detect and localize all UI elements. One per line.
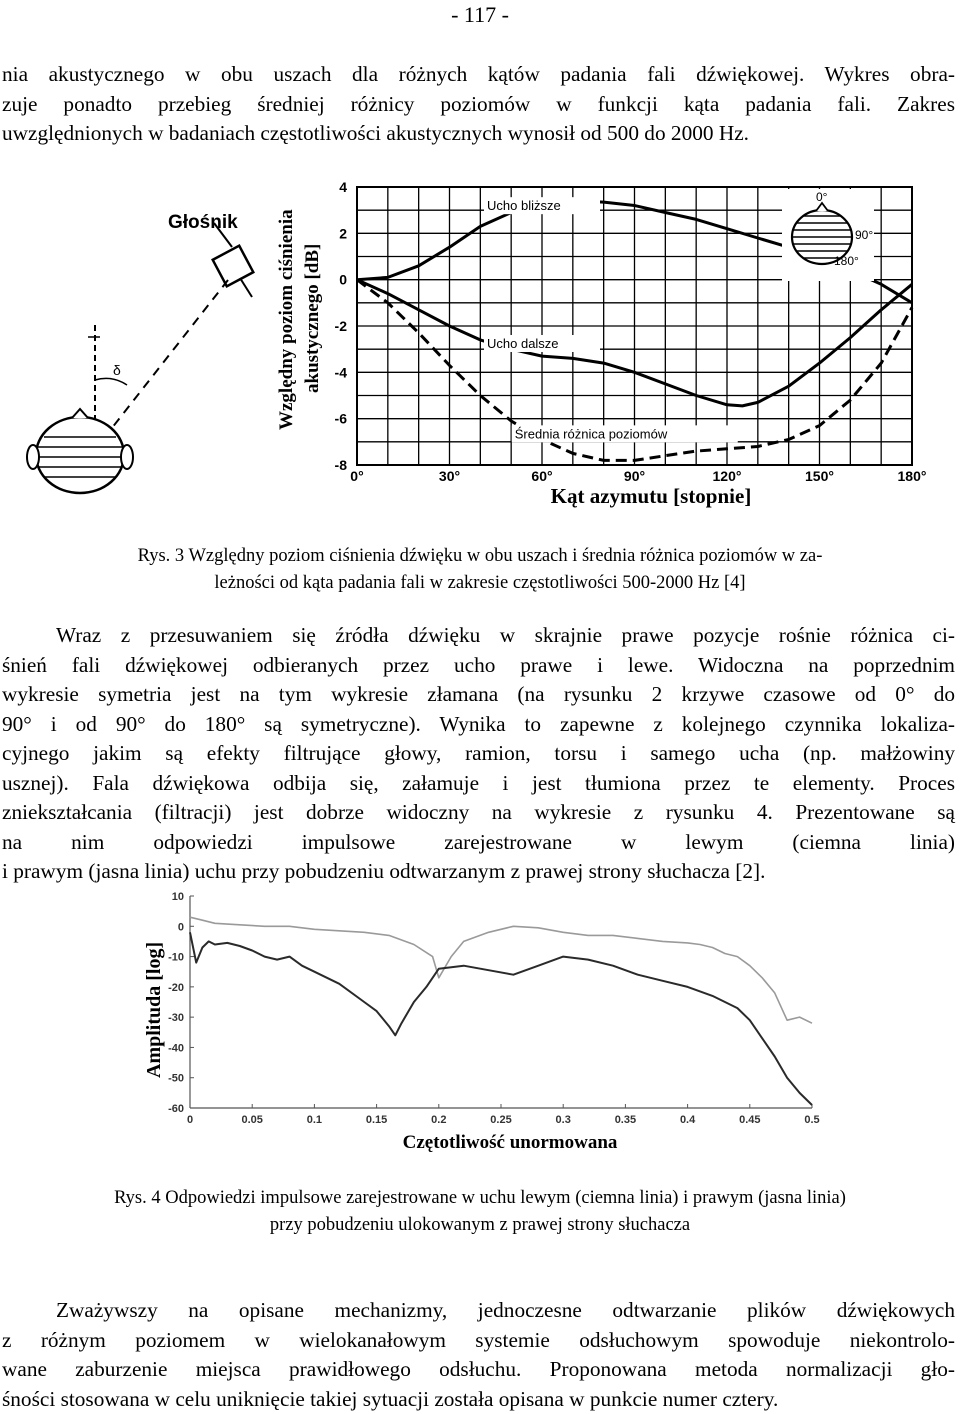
paragraph-1 bbox=[2, 60, 955, 149]
y-tick-label: -20 bbox=[168, 982, 184, 994]
inset-label-0: 0° bbox=[816, 190, 828, 204]
text-line: zniekształcania (filtracji) jest dobrze widoczny na wykresie z rysunku 4. Prezentowane są bbox=[2, 798, 955, 828]
angle-symbol: δ bbox=[113, 362, 121, 378]
head-diagram bbox=[27, 212, 253, 493]
y-tick-label: 2 bbox=[339, 225, 347, 241]
caption-line: przy pobudzeniu ulokowanym z prawej strony słuchacza bbox=[0, 1212, 960, 1239]
x-tick-label: 0.35 bbox=[615, 1114, 636, 1126]
fig4-ylabel: Amplituda [log] bbox=[143, 942, 165, 1078]
x-tick-label: 0.45 bbox=[739, 1114, 760, 1126]
caption-line: Rys. 4 Odpowiedzi impulsowe zarejestrowane w uchu lewym (ciemna linia) i prawym (jasna linia) bbox=[0, 1185, 960, 1212]
series-label: Ucho dalsze bbox=[487, 336, 559, 351]
text-line: uwzględnionych w badaniach częstotliwości akustycznych wynosił od 500 do 2000 Hz. bbox=[2, 119, 955, 149]
y-tick-label: -2 bbox=[335, 318, 348, 334]
x-tick-label: 150° bbox=[805, 468, 834, 484]
text-line: wane zaburzenie miejsca prawidłowego odsłuchu. Proponowana metoda normalizacji gło- bbox=[2, 1355, 955, 1385]
y-tick-label: 0 bbox=[339, 272, 347, 288]
y-tick-label: -60 bbox=[168, 1103, 184, 1115]
text-line: usznej). Fala dźwiękowa odbija się, załamuje i jest tłumiona przez te elementy. Proces bbox=[2, 769, 955, 799]
paragraph-3 bbox=[2, 1296, 955, 1414]
x-tick-label: 0.2 bbox=[431, 1114, 446, 1126]
figure-4 bbox=[0, 888, 960, 1153]
text-line: Zważywszy na opisane mechanizmy, jednoczesne odtwarzanie plików dźwiękowych bbox=[2, 1296, 955, 1326]
fig4-xlabel: Czętotliwość unormowana bbox=[403, 1132, 618, 1153]
text-line: z różnym poziomem w wielokanałowym systemie odsłuchowym spowoduje niekontrolo- bbox=[2, 1326, 955, 1356]
y-tick-label: -50 bbox=[168, 1073, 184, 1085]
fig3-xlabel: Kąt azymutu [stopnie] bbox=[551, 484, 752, 508]
inset-label-180: 180° bbox=[834, 254, 859, 268]
text-line: na nim odpowiedzi impulsowe zarejestrowane w lewym (ciemna linia) bbox=[2, 828, 955, 858]
fig3-ylabel-line1: Względny poziom ciśnienia bbox=[276, 209, 297, 430]
fig4-plot bbox=[168, 891, 820, 1126]
text-line: i prawym (jasna linia) uchu przy pobudzeniu odtwarzanym z prawej strony słuchacza [2]. bbox=[2, 857, 955, 887]
x-tick-label: 0° bbox=[350, 468, 363, 484]
dark-series-line bbox=[190, 932, 812, 1105]
caption-line: Rys. 3 Względny poziom ciśnienia dźwięku w obu uszach i średnia różnica poziomów w za- bbox=[0, 543, 960, 570]
x-tick-label: 0.3 bbox=[556, 1114, 571, 1126]
text-line: Wraz z przesuwaniem się źródła dźwięku w skrajnie prawe pozycje rośnie różnica ci- bbox=[2, 621, 955, 651]
speaker-icon bbox=[213, 246, 254, 287]
x-tick-label: 30° bbox=[439, 468, 460, 484]
x-tick-label: 0.15 bbox=[366, 1114, 387, 1126]
text-line: śności stosowana w celu uniknięcie takiej sytuacji została opisana w punkcie numer cztery. bbox=[2, 1385, 955, 1414]
series-label: Średnia różnica poziomów bbox=[515, 426, 668, 441]
text-line: 90° i od 90° do 180° są symetryczne). Wynika to zapewne z kolejnego czynnika lokaliza- bbox=[2, 710, 955, 740]
y-tick-label: 4 bbox=[339, 179, 347, 195]
figure-3-caption bbox=[0, 543, 960, 597]
x-tick-label: 120° bbox=[713, 468, 742, 484]
speaker-stand bbox=[240, 278, 252, 297]
x-tick-label: 0 bbox=[187, 1114, 193, 1126]
y-tick-label: -4 bbox=[335, 364, 348, 380]
text-line: nia akustycznego w obu uszach dla różnych kątów padania fali dźwiękowej. Wykres obra- bbox=[2, 60, 955, 90]
sound-ray bbox=[108, 280, 228, 433]
x-tick-label: 0.1 bbox=[307, 1114, 322, 1126]
speaker-label: Głośnik bbox=[168, 212, 238, 233]
paragraph-2 bbox=[2, 621, 955, 887]
x-tick-label: 90° bbox=[624, 468, 645, 484]
y-tick-label: 10 bbox=[172, 891, 184, 903]
x-tick-label: 60° bbox=[531, 468, 552, 484]
light-series-line bbox=[190, 917, 812, 1023]
caption-line: leżności od kąta padania fali w zakresie częstotliwości 500-2000 Hz [4] bbox=[0, 570, 960, 597]
y-tick-label: -30 bbox=[168, 1012, 184, 1024]
y-tick-label: -8 bbox=[335, 457, 348, 473]
y-tick-label: -40 bbox=[168, 1042, 184, 1054]
text-line: wykresie symetria jest na tym wykresie złamana (na rysunku 2 krzywe czasowe od 0° do bbox=[2, 680, 955, 710]
y-tick-label: -6 bbox=[335, 411, 348, 427]
text-line: cyjnego jakim są efekty filtrujące głowy, ramion, torsu i samego ucha (np. małżowiny bbox=[2, 739, 955, 769]
inset-label-90: 90° bbox=[855, 228, 873, 242]
y-tick-label: 0 bbox=[178, 921, 184, 933]
x-tick-label: 0.5 bbox=[804, 1114, 819, 1126]
series-label: Ucho bliższe bbox=[487, 198, 561, 213]
text-line: śnień fali dźwiękowej odbieranych przez ucho prawe i lewe. Widoczna na poprzednim bbox=[2, 651, 955, 681]
x-tick-label: 0.4 bbox=[680, 1114, 696, 1126]
x-tick-label: 0.05 bbox=[241, 1114, 262, 1126]
x-tick-label: 0.25 bbox=[490, 1114, 511, 1126]
page-number: - 117 - bbox=[0, 2, 960, 28]
angle-arc bbox=[95, 378, 127, 385]
text-line: zuje ponadto przebieg średniej różnicy poziomów w funkcji kąta padania fali. Zakres bbox=[2, 90, 955, 120]
figure-3 bbox=[0, 175, 960, 515]
figure-4-caption bbox=[0, 1185, 960, 1239]
y-tick-label: -10 bbox=[168, 952, 184, 964]
fig3-ylabel-line2: akustycznego [dB] bbox=[302, 244, 323, 393]
x-tick-label: 180° bbox=[898, 468, 927, 484]
fig3-plot bbox=[335, 179, 927, 484]
